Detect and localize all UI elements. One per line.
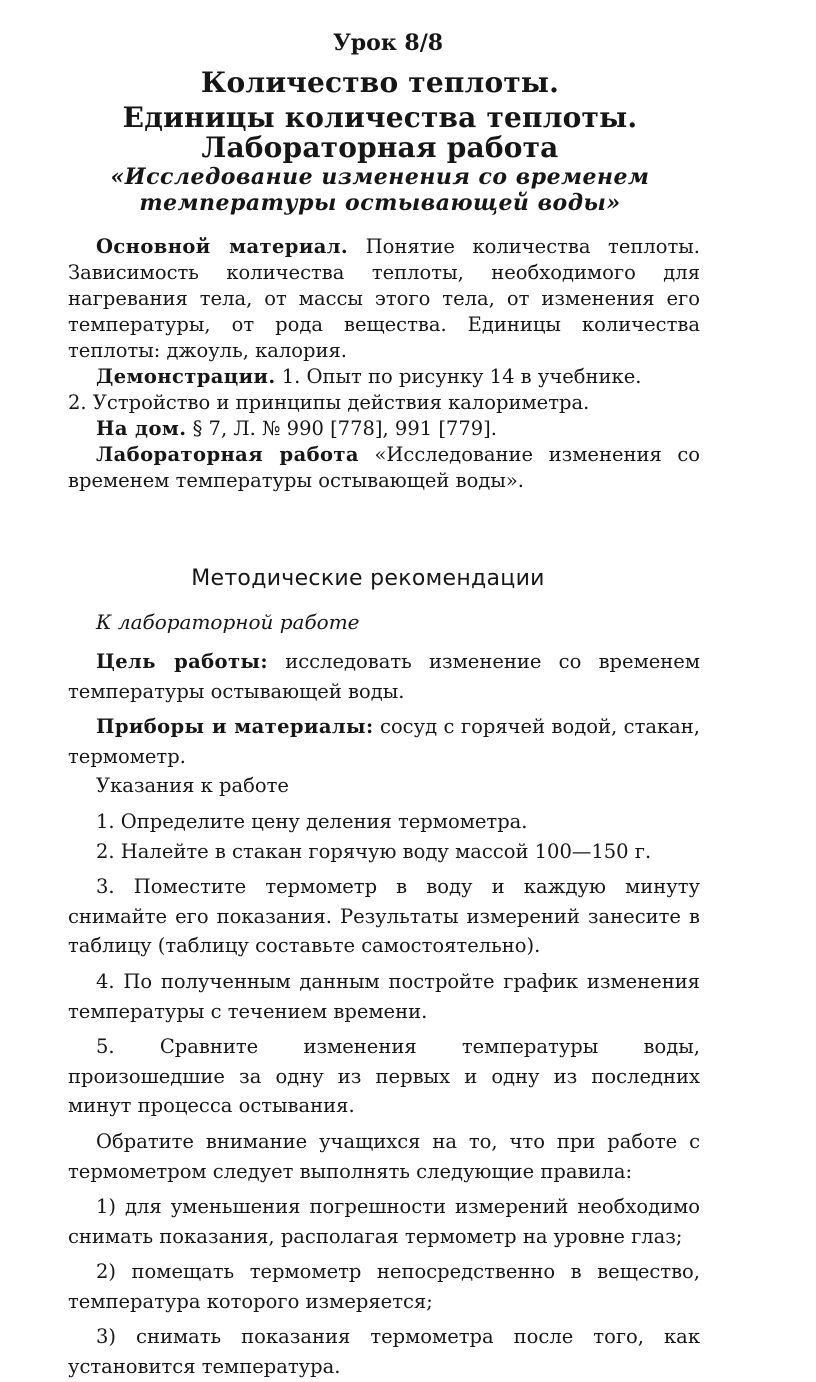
goal-paragraph	[68, 647, 700, 706]
homework-text: § 7, Л. № 990 [778], 991 [779].	[186, 417, 497, 440]
lab-work-label: Лабораторная работа	[96, 443, 359, 466]
rule-item: 2) помещать термометр непосредственно в вещество, температура которого измеряется;	[68, 1260, 700, 1313]
tools-paragraph	[68, 712, 700, 771]
step-item: 1. Определите цену деления термометра.	[96, 809, 528, 833]
lesson-number: Урок 8/8	[332, 30, 444, 56]
lab-work-text: «Исследование изменения со временем температуры остывающей воды».	[68, 443, 700, 492]
demonstrations-paragraph	[68, 364, 700, 390]
note-paragraph: Обратите внимание учащихся на то, что при работе с термометром следует выполнять следующие правила:	[68, 1129, 700, 1183]
title-line-2: Единицы количества теплоты.	[122, 101, 638, 134]
title-line-1: Количество теплоты.	[200, 66, 560, 99]
basic-material-text: Понятие количества теплоты. Зависимость количества теплоты, необходимого для нагревания тела, от массы этого тела, от изменения его температуры, от рода вещества. Единицы количества теплоты: джоуль, калория.	[68, 235, 700, 362]
rule-item: 3) снимать показания термометра после того, как установится температура.	[68, 1325, 700, 1379]
step-item: 3. Поместите термометр в воду и каждую минуту снимайте его показания. Результаты измерений занесите в таблицу (таблицу составьте самостоятельно).	[68, 875, 700, 958]
lesson-overview	[68, 234, 700, 494]
goal-text: исследовать изменение со временем температуры остывающей воды.	[68, 650, 700, 703]
homework-paragraph	[68, 416, 700, 442]
goal-label: Цель работы:	[96, 650, 268, 673]
step-item: 4. По полученным данным постройте график изменения температуры с течением времени.	[68, 969, 700, 1023]
homework-label: На дом.	[96, 417, 187, 440]
lab-subheading: К лабораторной работе	[96, 610, 360, 634]
rule-item: 1) для уменьшения погрешности измерений необходимо снимать показания, располагая термометр на уровне глаз;	[68, 1195, 700, 1248]
demonstrations-line-2: 2. Устройство и принципы действия калориметра.	[68, 391, 590, 414]
basic-material-label: Основной материал.	[96, 235, 349, 258]
title-line-3: Лабораторная работа	[201, 131, 559, 164]
methods-heading: Методические рекомендации	[191, 566, 545, 591]
step-item: 5. Сравните изменения температуры воды, произошедшие за одну из первых и одну из последних минут процесса остывания.	[68, 1035, 700, 1118]
demonstrations-label: Демонстрации.	[96, 365, 276, 388]
step-item: 2. Налейте в стакан горячую воду массой 100—150 г.	[96, 839, 652, 863]
instructions-title: Указания к работе	[96, 774, 289, 798]
tools-label: Приборы и материалы:	[96, 715, 374, 739]
demonstrations-text-1: 1. Опыт по рисунку 14 в учебнике.	[275, 365, 642, 388]
subtitle-line-2: температуры остывающей воды»	[139, 190, 621, 216]
basic-material-paragraph	[68, 234, 700, 364]
lab-work-paragraph	[68, 442, 700, 494]
lab-instructions	[68, 647, 700, 1382]
tools-text: сосуд с горячей водой, стакан, термометр.	[68, 715, 700, 768]
subtitle-line-1: «Исследование изменения со временем	[110, 164, 650, 190]
